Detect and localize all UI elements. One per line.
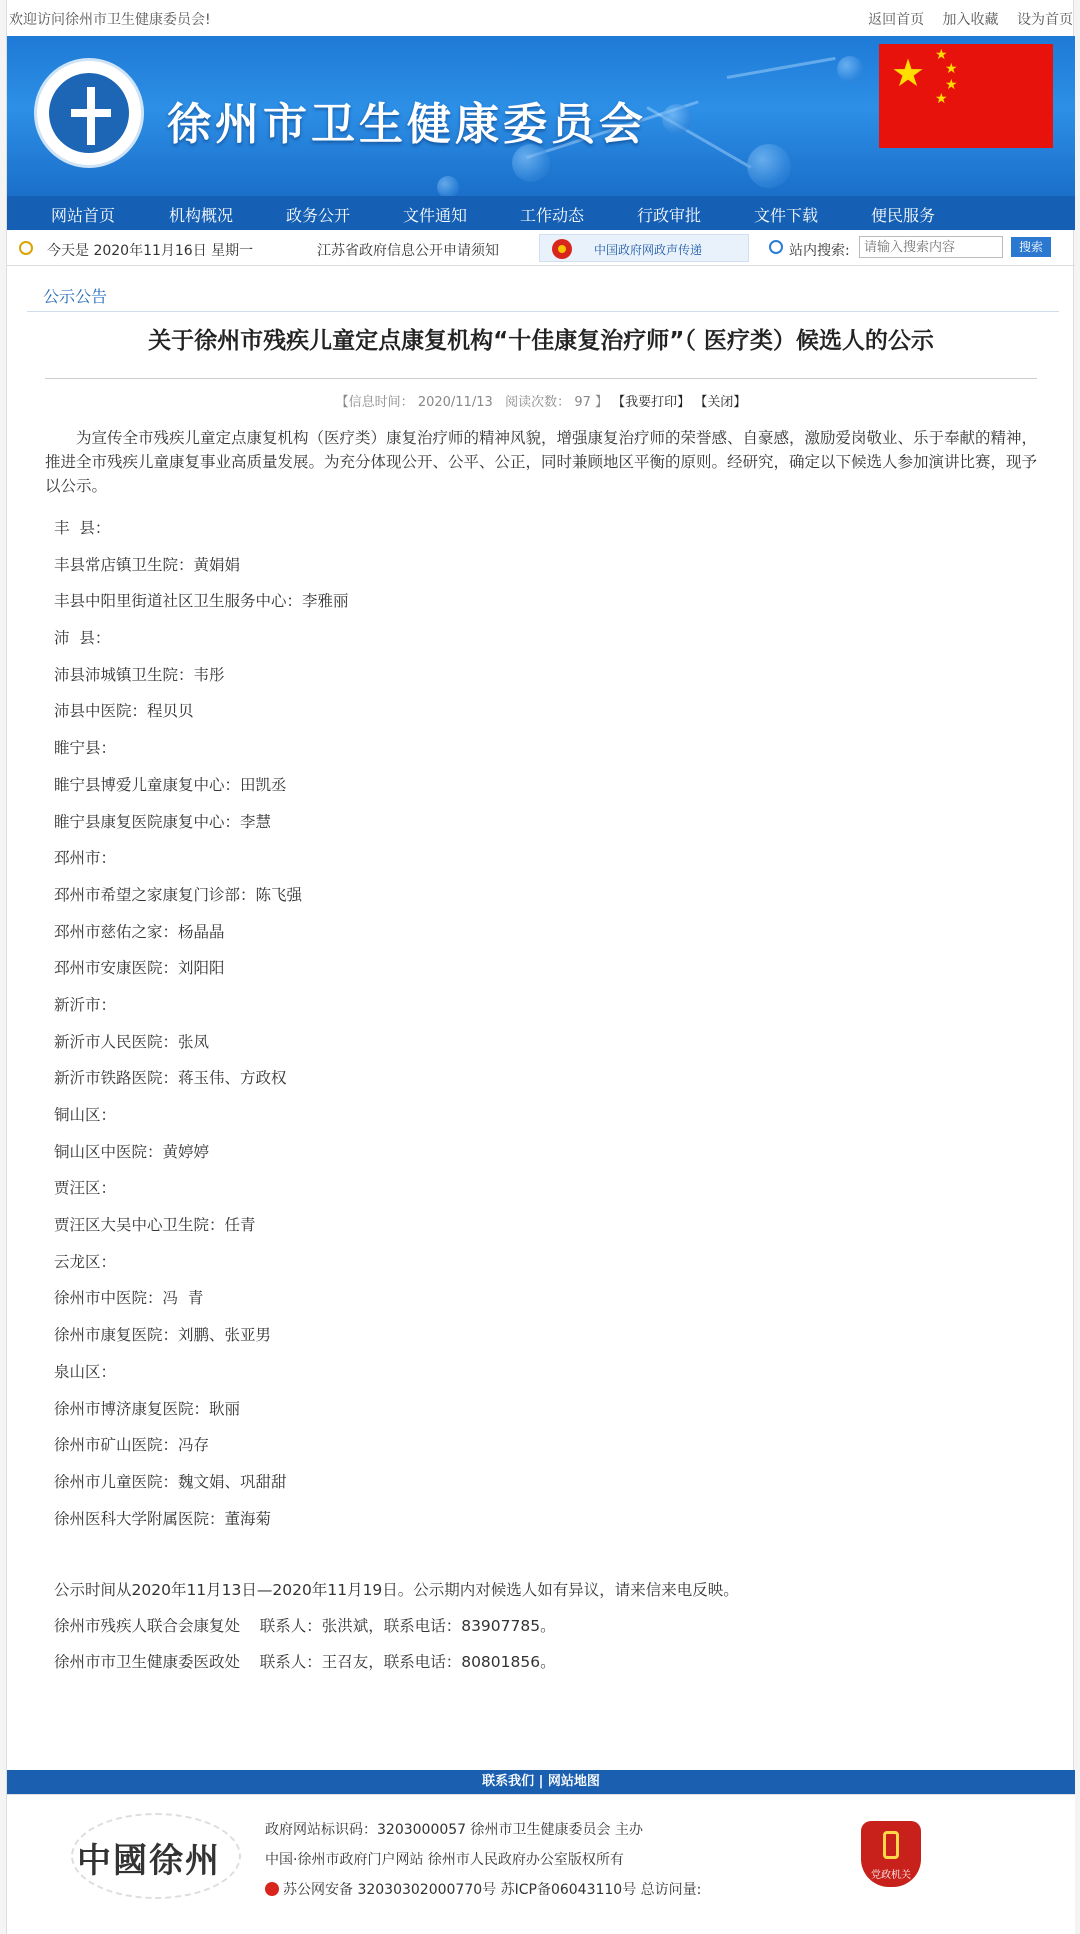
list-item: 徐州市中医院：冯 青: [54, 1289, 204, 1308]
meta-end: 】: [595, 395, 609, 410]
footer-copyright: 中国·徐州市政府门户网站 徐州市人民政府办公室版权所有: [265, 1852, 624, 1868]
meta-read-label: 阅读次数：: [505, 395, 571, 410]
close-link[interactable]: 【关闭】: [694, 395, 747, 410]
title-divider: [45, 378, 1037, 379]
list-item: 新沂市铁路医院：蒋玉伟、方政权: [54, 1069, 287, 1088]
list-item: 沛 县：: [54, 629, 111, 648]
header-banner: [7, 36, 1075, 196]
list-item: 徐州市博济康复医院：耿丽: [54, 1399, 241, 1418]
list-item: 沛县中医院：程贝贝: [54, 702, 194, 721]
nav-item-notices[interactable]: 文件通知: [403, 206, 468, 225]
list-item: 铜山区：: [54, 1106, 117, 1124]
list-item: 泉山区：: [54, 1362, 117, 1381]
list-item: 邳州市慈佑之家：杨晶晶: [54, 922, 225, 941]
list-item: 徐州市矿山医院：冯存: [54, 1436, 210, 1455]
list-item: 睢宁县：: [54, 739, 117, 758]
list-item: 邳州市安康医院：刘阳阳: [54, 959, 225, 978]
list-item: 睢宁县博爱儿童康复中心：田凯丞: [54, 775, 287, 794]
list-item: 邳州市希望之家康复门诊部：陈飞强: [54, 885, 303, 904]
disclosure-notice-link[interactable]: 江苏省政府信息公开申请须知: [317, 243, 499, 259]
footer-info: [265, 1815, 701, 1905]
list-item: 徐州市康复医院：刘鹏、张亚男: [54, 1326, 272, 1345]
list-item: 云龙区：: [54, 1252, 117, 1271]
footer-contact-link[interactable]: 联系我们: [482, 1774, 535, 1789]
nav-item-home[interactable]: 网站首页: [51, 206, 116, 225]
info-bar: [7, 230, 1075, 266]
logo-emblem-icon: [49, 73, 129, 153]
nav-item-gov-affairs[interactable]: 政务公开: [286, 206, 351, 225]
candidate-list: [54, 510, 1034, 1537]
list-item: 丰县常店镇卫生院：黄娟娟: [54, 555, 241, 574]
national-emblem-icon: [552, 239, 572, 259]
link-add-favorite[interactable]: 加入收藏: [942, 12, 999, 28]
top-utility-bar: [7, 0, 1075, 36]
footer-links-bar: [7, 1770, 1075, 1794]
breadcrumb-current[interactable]: 公示公告: [43, 287, 108, 306]
list-item: 沛县沛城镇卫生院：韦彤: [54, 665, 225, 684]
footer-sitemap-link[interactable]: 网站地图: [547, 1774, 600, 1789]
list-item: 贾汪区大吴中心卫生院：任青: [54, 1216, 256, 1235]
badge-text: 党政机关: [871, 1870, 911, 1881]
nav-item-approval[interactable]: 行政审批: [637, 206, 702, 225]
main-nav: [7, 196, 1075, 230]
national-flag-icon: ★ ★ ★ ★ ★: [879, 44, 1053, 148]
list-item: 铜山区中医院：黄婷婷: [54, 1142, 210, 1161]
party-gov-badge-icon[interactable]: [861, 1821, 921, 1887]
meta-time-label: 【信息时间：: [335, 395, 414, 410]
footer-registration: [265, 1875, 701, 1905]
clock-icon: [19, 241, 33, 255]
footer-registration-text: 苏公网安备 32030302000770号 苏ICP备06043110号 总访问量:: [283, 1882, 702, 1898]
list-item: 徐州市儿童医院：魏文娟、巩甜甜: [54, 1472, 287, 1491]
search-icon: [769, 240, 783, 254]
link-set-homepage[interactable]: 设为首页: [1017, 12, 1073, 28]
closing-line: 公示时间从2020年11月13日—2020年11月19日。公示期内对候选人如有异议，请来信来电反映。: [54, 1581, 739, 1599]
list-item: 睢宁县康复医院康复中心：李慧: [54, 812, 272, 831]
list-item: 丰县中阳里街道社区卫生服务中心：李雅丽: [54, 592, 349, 611]
commission-logo: [34, 58, 144, 168]
page: [6, 0, 1074, 1934]
list-item: 徐州医科大学附属医院：董海菊: [54, 1509, 272, 1528]
meta-date: 2020/11/13: [417, 395, 493, 410]
list-item: 新沂市人民医院：张凤: [54, 1032, 210, 1051]
search-label: 站内搜索:: [789, 243, 850, 259]
police-badge-icon: [265, 1882, 279, 1896]
top-links: [854, 9, 1073, 29]
list-item: 贾汪区：: [54, 1179, 117, 1198]
today-date: 今天是 2020年11月16日 星期一: [47, 243, 254, 259]
china-xuzhou-logo: 中國徐州: [77, 1841, 221, 1881]
article-title: 关于徐州市残疾儿童定点康复机构“十佳康复治疗师”（ 医疗类）候选人的公示: [148, 328, 934, 354]
closing-line: 徐州市市卫生健康委医政处 联系人：王召友，联系电话：80801856。: [54, 1653, 556, 1671]
link-home[interactable]: 返回首页: [868, 12, 925, 28]
footer-sep: |: [534, 1774, 548, 1789]
site-title: 徐州市卫生健康委员会: [167, 99, 647, 150]
footer: [7, 1794, 1075, 1934]
nav-item-news[interactable]: 工作动态: [520, 206, 585, 225]
list-item: 丰 县：: [54, 519, 111, 537]
welcome-text: 欢迎访问徐州市卫生健康委员会!: [9, 12, 211, 28]
article-meta: [7, 391, 1075, 410]
footer-site-id: 政府网站标识码：3203000057 徐州市卫生健康委员会 主办: [265, 1822, 643, 1838]
breadcrumb: [27, 276, 1059, 312]
search-input[interactable]: [859, 236, 1003, 258]
gov-broadcast-banner[interactable]: [539, 234, 749, 262]
search-button[interactable]: 搜索: [1011, 237, 1051, 257]
closing-line: 徐州市残疾人联合会康复处 联系人：张洪斌，联系电话：83907785。: [54, 1617, 556, 1635]
print-link[interactable]: 【我要打印】: [612, 395, 691, 410]
article-intro: 为宣传全市残疾儿童定点康复机构（医疗类）康复治疗师的精神风貌，增强康复治疗师的荣誉感、自豪感，激励爱岗敬业、乐于奉献的精神，推进全市残疾儿童康复事业高质量发展。为充分体现公开、公平、公正，同时兼顾地区平衡的原则。经研究，确定以下候选人参加演讲比赛，现予以公示。: [45, 429, 1038, 495]
nav-item-services[interactable]: 便民服务: [871, 206, 936, 225]
nav-item-downloads[interactable]: 文件下载: [754, 206, 819, 225]
list-item: 新沂市：: [54, 995, 117, 1014]
gov-broadcast-text: 中国政府网政声传递: [594, 243, 703, 257]
article-closing: [54, 1572, 1034, 1680]
meta-read-count: 97: [574, 395, 591, 410]
list-item: 邳州市：: [54, 849, 117, 868]
nav-item-overview[interactable]: 机构概况: [169, 206, 234, 225]
